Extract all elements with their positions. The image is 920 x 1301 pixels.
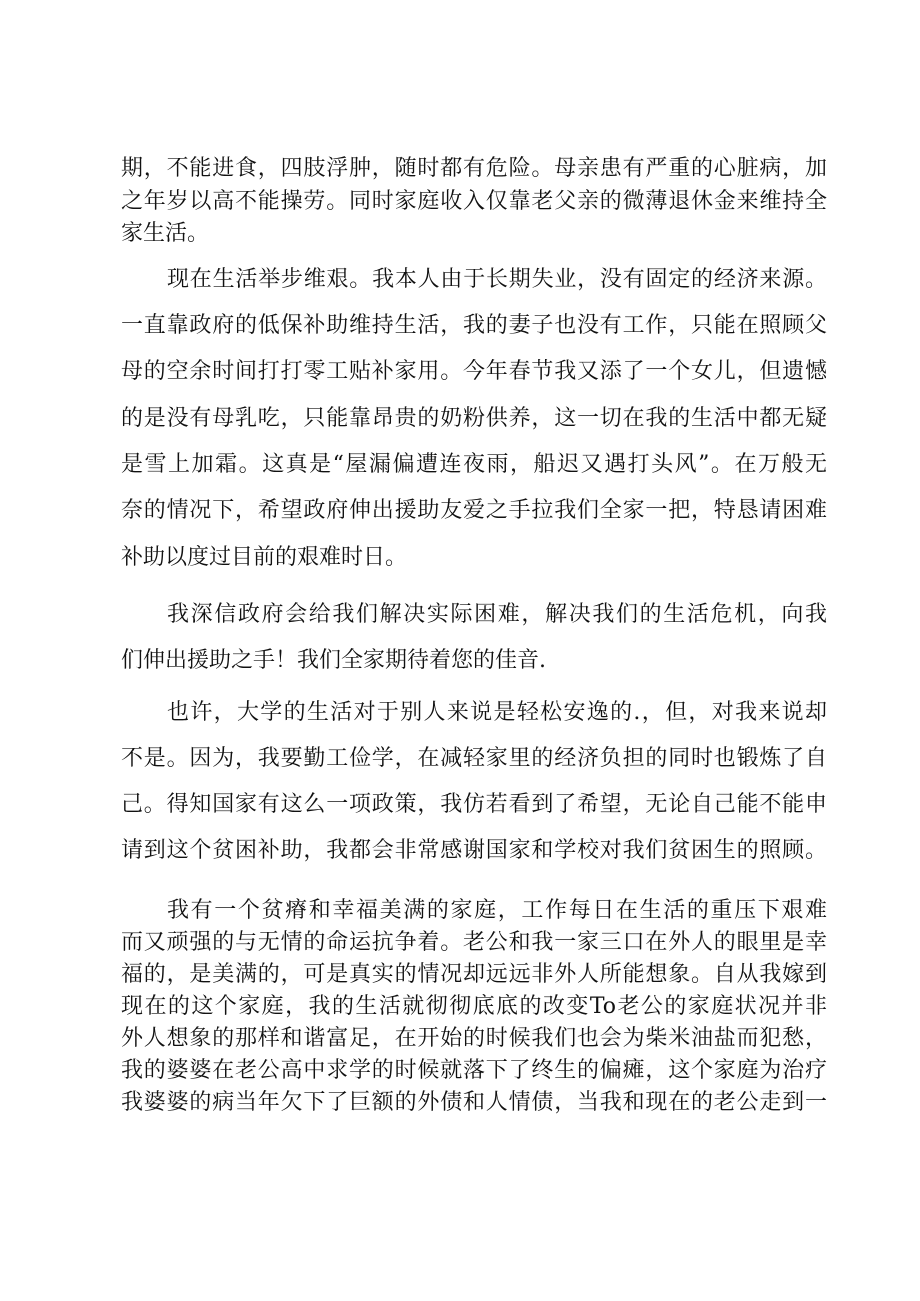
- para2-line-4: 的是没有母乳吃，只能靠昂贵的奶粉供养，这一切在我的生活中都无疑: [121, 406, 827, 431]
- para3-line-1: 我深信政府会给我们解决实际困难，解决我们的生活危机，向我: [167, 602, 827, 627]
- para1-line-2: 之年岁以高不能操劳。同时家庭收入仅靠老父亲的微薄退休金来维持全: [121, 189, 827, 214]
- para2-line-3: 母的空余时间打打零工贴补家用。今年春节我又添了一个女儿，但遗憾: [121, 359, 827, 384]
- para5-line-4: 现在的这个家庭，我的生活就彻彻底底的改变To老公的家庭状况并非: [121, 994, 827, 1019]
- para4-line-4: 请到这个贫困补助，我都会非常感谢国家和学校对我们贫困生的照顾。: [121, 838, 827, 863]
- para3-line-2: 们伸出援助之手！我们全家期待着您的佳音.: [121, 648, 546, 673]
- para5-line-5: 外人想象的那样和谐富足，在开始的时候我们也会为柴米油盐而犯愁，: [121, 1026, 827, 1051]
- para2-line-2: 一直靠政府的低保补助维持生活，我的妻子也没有工作，只能在照顾父: [121, 313, 827, 338]
- para4-line-3: 己。得知国家有这么一项政策，我仿若看到了希望，无论自己能不能申: [121, 792, 827, 817]
- para4-line-2: 不是。因为，我要勤工俭学，在减轻家里的经济负担的同时也锻炼了自: [121, 746, 827, 771]
- para2-line-6: 奈的情况下，希望政府伸出援助友爱之手拉我们全家一把，特恳请困难: [121, 498, 827, 523]
- para5-line-7: 我婆婆的病当年欠下了巨额的外债和人情债，当我和现在的老公走到一: [121, 1090, 827, 1115]
- para2-line-1: 现在生活举步维艰。我本人由于长期失业，没有固定的经济来源。: [167, 267, 827, 292]
- para1-line-3: 家生活。: [121, 221, 210, 246]
- para5-line-1: 我有一个贫瘠和幸福美满的家庭，工作每日在生活的重压下艰难: [167, 898, 827, 923]
- para5-line-3: 福的，是美满的，可是真实的情况却远远非外人所能想象。自从我嫁到: [121, 962, 827, 987]
- para2-line-7: 补助以度过目前的艰难时日。: [121, 545, 408, 570]
- para2-line-5: 是雪上加霜。这真是“屋漏偏遭连夜雨，船迟又遇打头风”。在万般无: [121, 452, 827, 477]
- para5-line-2: 而又顽强的与无情的命运抗争着。老公和我一家三口在外人的眼里是幸: [121, 930, 827, 955]
- para1-line-1: 期，不能进食，四肢浮肿，随时都有危险。母亲患有严重的心脏病，加: [121, 156, 827, 181]
- para5-line-6: 我的婆婆在老公高中求学的时候就落下了终生的偏瘫，这个家庭为治疗: [121, 1058, 827, 1083]
- para4-line-1: 也许，大学的生活对于别人来说是轻松安逸的.，但，对我来说却: [167, 700, 827, 725]
